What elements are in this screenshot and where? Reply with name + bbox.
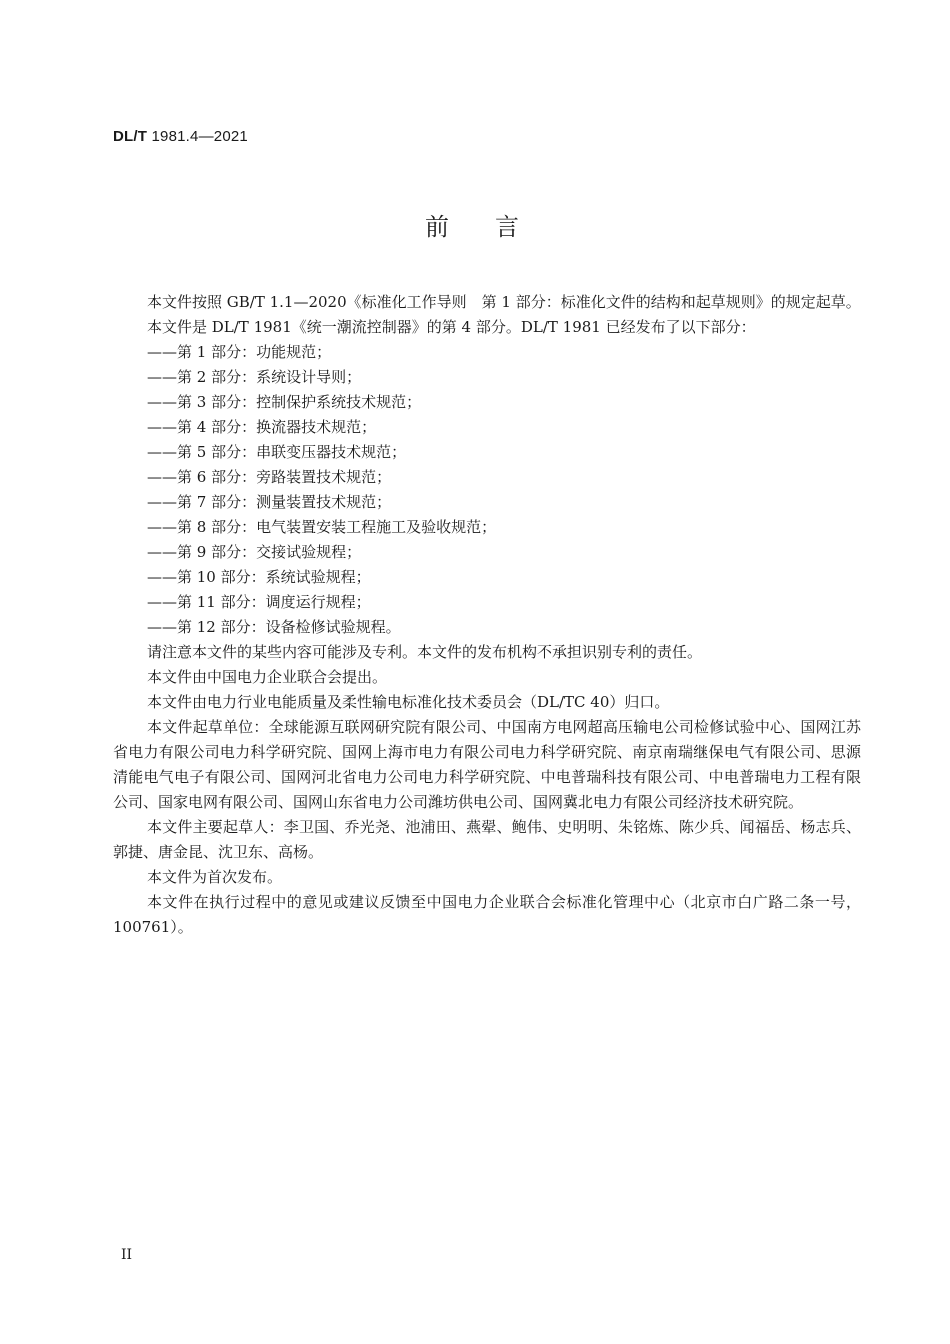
drafters-paragraph: 本文件主要起草人：李卫国、乔光尧、池浦田、燕翚、鲍伟、史明明、朱铭炼、陈少兵、闻福岳、杨志兵、郭捷、唐金昆、沈卫东、高杨。 [113,818,861,861]
part-list-item: ——第 12 部分：设备检修试验规程。 [147,618,401,636]
foreword-body [113,290,861,940]
part-list-item: ——第 5 部分：串联变压器技术规范； [147,443,407,461]
proposer-paragraph: 本文件由中国电力企业联合会提出。 [147,668,388,686]
part-list-item: ——第 6 部分：旁路装置技术规范； [147,468,392,486]
part-list-item: ——第 2 部分：系统设计导则； [147,368,362,386]
standard-code: 1981.4—2021 [147,128,248,145]
intro-paragraph: 本文件按照 GB/T 1.1—2020《标准化工作导则 第 1 部分：标准化文件的结构和起草规则》的规定起草。 [147,293,861,311]
committee-paragraph: 本文件由电力行业电能质量及柔性输电标准化技术委员会（DL/TC 40）归口。 [147,693,670,711]
page-title: 前言 [425,213,565,241]
standard-number [113,128,248,145]
intro-paragraph: 本文件是 DL/T 1981《统一潮流控制器》的第 4 部分。DL/T 1981 已经发布了以下部分： [147,318,756,336]
part-list-item: ——第 8 部分：电气装置安装工程施工及验收规范； [147,518,497,536]
standard-prefix: DL/T [113,128,148,145]
part-list-item: ——第 4 部分：换流器技术规范； [147,418,377,436]
page-number: II [121,1247,133,1263]
part-list-item: ——第 7 部分：测量装置技术规范； [147,493,392,511]
drafting-units-paragraph: 本文件起草单位：全球能源互联网研究院有限公司、中国南方电网超高压输电公司检修试验中心、国网江苏省电力有限公司电力科学研究院、国网上海市电力有限公司电力科学研究院、南京南瑞继保电气有限公司、思源清能电气电子有限公司、国网河北省电力公司电力科学研究院、中电普瑞科技有限公司、中电普瑞电力工程有限公司、国家电网有限公司、国网山东省电力公司潍坊供电公司、国网冀北电力有限公司经济技术研究院。 [113,718,861,811]
part-list-item: ——第 1 部分：功能规范； [147,343,332,361]
first-release-paragraph: 本文件为首次发布。 [147,868,283,886]
part-list-item: ——第 11 部分：调度运行规程； [147,593,371,611]
part-list-item: ——第 10 部分：系统试验规程； [147,568,371,586]
part-list-item: ——第 9 部分：交接试验规程； [147,543,362,561]
patent-notice: 请注意本文件的某些内容可能涉及专利。本文件的发布机构不承担识别专利的责任。 [147,643,703,661]
part-list-item: ——第 3 部分：控制保护系统技术规范； [147,393,422,411]
feedback-paragraph: 本文件在执行过程中的意见或建议反馈至中国电力企业联合会标准化管理中心（北京市白广路二条一号，100761）。 [113,893,861,936]
